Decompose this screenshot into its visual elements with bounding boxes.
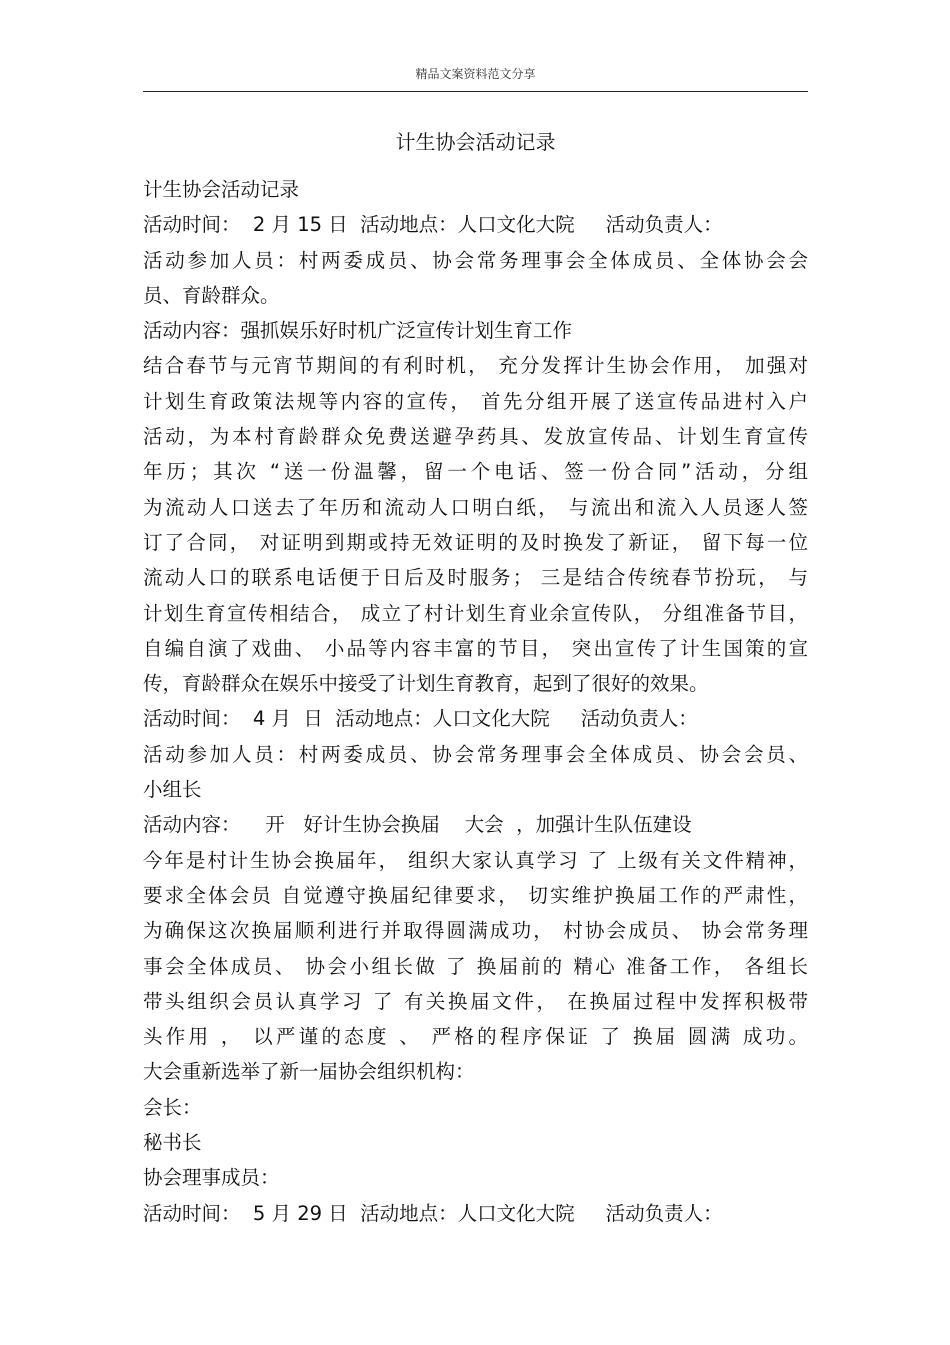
header-text: 精品文案资料范文分享 <box>415 67 536 81</box>
participants-line-cont: 员、育龄群众。 <box>143 283 280 307</box>
paragraph-line: 订了合同， 对证明到期或持无效证明的及时换发了新证， 留下每一位 <box>143 530 808 554</box>
paragraph-line: 为流动人口送去了年历和流动人口明白纸， 与流出和流入人员逐人签 <box>143 495 808 519</box>
paragraph-line: 活动，为本村育龄群众免费送避孕药具、发放宣传品、计划生育宣传 <box>143 425 808 449</box>
paragraph-line-last: 传，育龄群众在娱乐中接受了计划生育教育，起到了很好的效果。 <box>143 672 709 696</box>
paragraph-line: 计划生育政策法规等内容的宣传， 首先分组开展了送宣传品进村入户 <box>143 389 808 413</box>
president-line: 会长： <box>143 1095 202 1119</box>
activity-time-line: 活动时间： 5 月 29 日 活动地点：人口文化大院 活动负责人： <box>143 1201 723 1225</box>
header-divider <box>143 91 808 92</box>
secretary-line: 秘书长 <box>143 1131 202 1155</box>
paragraph-line: 头作用 ， 以严谨的态度 、 严格的程序保证 了 换届 圆满 成功。 <box>143 1025 808 1049</box>
participants-line: 活动参加人员：村两委成员、协会常务理事会全体成员、协会会员、 <box>143 742 808 766</box>
page-header <box>143 64 808 92</box>
document-body <box>143 172 808 1231</box>
paragraph-line: 事会全体成员、 协会小组长做 了 换届前的 精心 准备工作， 各组长 <box>143 954 808 978</box>
council-members-line: 协会理事成员： <box>143 1166 280 1190</box>
activity-time-line: 活动时间： 2 月 15 日 活动地点：人口文化大院 活动负责人： <box>143 213 723 237</box>
participants-line-cont: 小组长 <box>143 778 202 802</box>
activity-content-line: 活动内容：强抓娱乐好时机广泛宣传计划生育工作 <box>143 319 573 343</box>
paragraph-line: 计划生育宣传相结合， 成立了村计划生育业余宣传队， 分组准备节目， <box>143 601 808 625</box>
participants-line: 活动参加人员：村两委成员、协会常务理事会全体成员、全体协会会 <box>143 248 808 272</box>
activity-time-line: 活动时间： 4 月 日 活动地点：人口文化大院 活动负责人： <box>143 707 698 731</box>
paragraph-line: 今年是村计生协会换届年， 组织大家认真学习 了 上级有关文件精神， <box>143 848 808 872</box>
document-title: 计生协会活动记录 <box>395 130 556 154</box>
paragraph-line: 要求全体会员 自觉遵守换届纪律要求， 切实维护换届工作的严肃性， <box>143 883 808 907</box>
paragraph-line: 自编自演了戏曲、 小品等内容丰富的节目， 突出宣传了计生国策的宣 <box>143 636 808 660</box>
paragraph-line: 为确保这次换届顺利进行并取得圆满成功， 村协会成员、 协会常务理 <box>143 919 808 943</box>
activity-content-line: 活动内容： 开 好计生协会换届 大会 ，加强计生队伍建设 <box>143 813 692 837</box>
paragraph-line: 带头组织会员认真学习 了 有关换届文件， 在换届过程中发挥积极带 <box>143 989 808 1013</box>
paragraph-line: 年历；其次 “送一份温馨，留一个电话、签一份合同”活动，分组 <box>143 460 808 484</box>
paragraph-line: 流动人口的联系电话便于日后及时服务； 三是结合传统春节扮玩， 与 <box>143 566 808 590</box>
election-line: 大会重新选举了新一届协会组织机构： <box>143 1060 475 1084</box>
section-heading: 计生协会活动记录 <box>143 178 300 201</box>
paragraph-line: 结合春节与元宵节期间的有利时机， 充分发挥计生协会作用， 加强对 <box>143 354 808 378</box>
